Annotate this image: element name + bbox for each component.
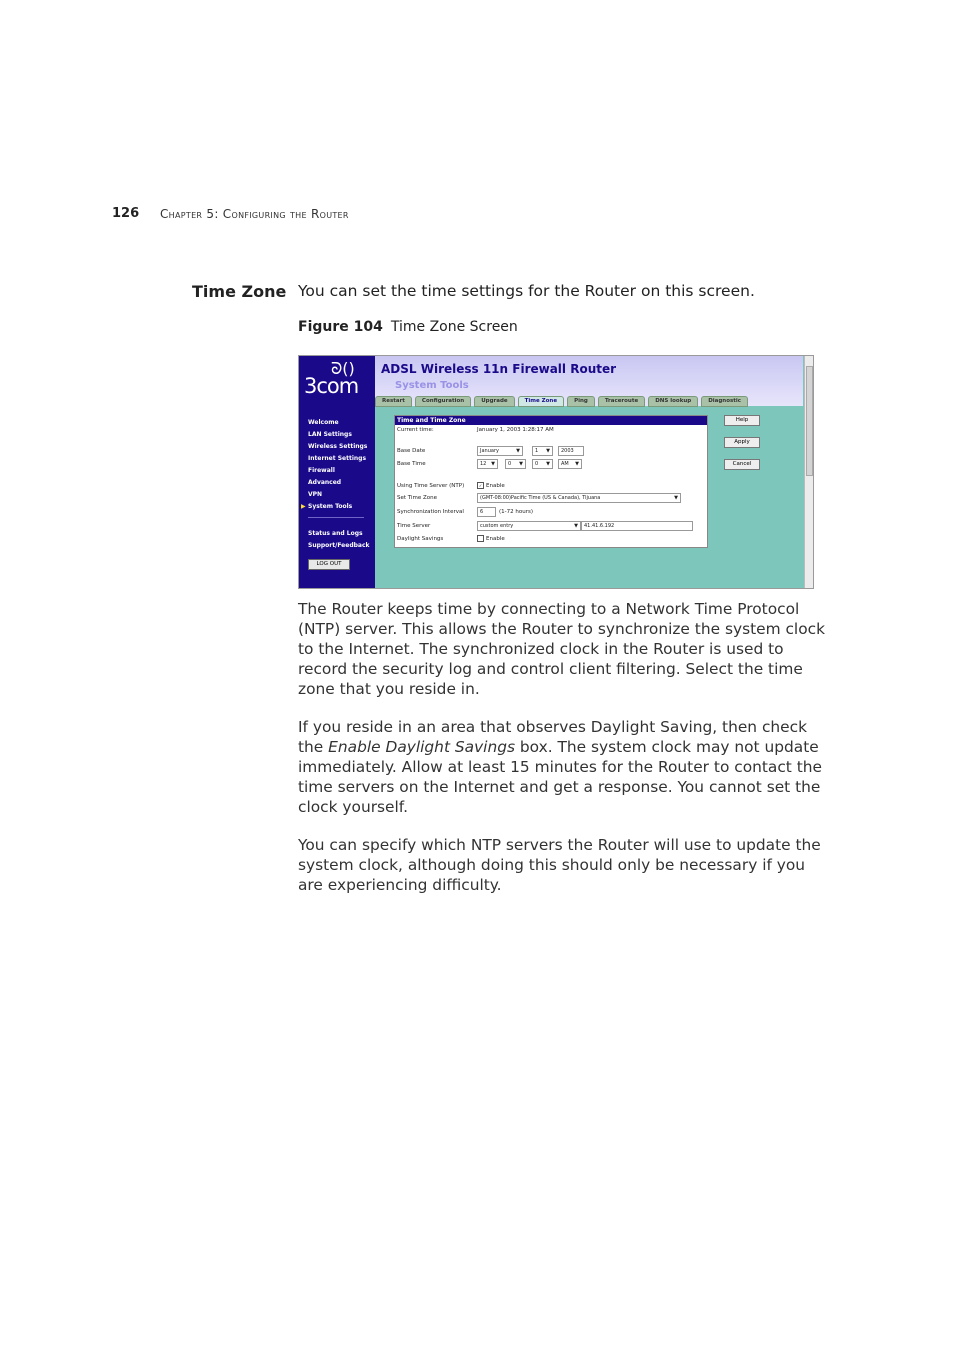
sidebar-item-vpn[interactable]: VPN [308, 491, 323, 498]
base-year-input[interactable]: 2003 [558, 446, 584, 456]
sidebar-item-system-tools[interactable] [301, 501, 370, 513]
apply-button[interactable]: Apply [724, 437, 760, 448]
time-server-ip-input[interactable]: 41.41.6.192 [581, 521, 693, 531]
daylight-savings-label: Daylight Savings [397, 536, 444, 542]
sidebar-item-status-logs[interactable]: Status and Logs [308, 530, 363, 537]
chevron-down-icon: ▼ [516, 448, 520, 454]
figure-title: Time Zone Screen [390, 319, 518, 335]
tab-diagnostic[interactable]: Diagnostic [701, 396, 748, 407]
tab-configuration[interactable]: Configuration [415, 396, 471, 407]
logout-button[interactable]: LOG OUT [308, 559, 350, 570]
sidebar-menu [301, 417, 370, 552]
sidebar-item-firewall[interactable]: Firewall [308, 467, 335, 474]
ntp-label: Using Time Server (NTP) [397, 483, 465, 489]
tab-traceroute[interactable]: Traceroute [598, 396, 645, 407]
chevron-down-icon: ▼ [674, 495, 678, 501]
sidebar-divider [308, 517, 364, 528]
sync-interval-label: Synchronization Interval [397, 509, 464, 515]
time-zone-panel [394, 415, 708, 548]
time-server-label: Time Server [397, 523, 431, 529]
page-number: 126 [112, 206, 140, 221]
chevron-down-icon: ▼ [519, 461, 523, 467]
section-heading: Time Zone [192, 282, 287, 301]
logo-mark-icon: ᘐ() [331, 359, 355, 378]
base-date-label: Base Date [397, 448, 426, 454]
time-zone-select[interactable]: (GMT-08:00)Pacific Time (US & Canada), Tijuana ▼ [477, 493, 681, 503]
sidebar [299, 356, 375, 588]
base-time-label: Base Time [397, 461, 426, 467]
current-time-label: Current time: [397, 427, 434, 433]
paragraph-ntp: The Router keeps time by connecting to a Network Time Protocol (NTP) server. This allows the Router to synchronize the system clock to the Internet. The synchronized clock in the Router is used to record the security log and control client filtering. Select the time zone that you reside in. [298, 600, 825, 698]
sidebar-item-advanced[interactable]: Advanced [308, 479, 342, 486]
paragraph-daylight-saving: If you reside in an area that observes Daylight Saving, then check the Enable Daylight Savings box. The system clock may not update immediately. Allow at least 15 minutes for the Router to contact the time servers on the Internet and get a response. You cannot set the clock yourself. [298, 718, 822, 816]
chevron-down-icon: ▼ [546, 461, 550, 467]
paragraph-ntp-servers: You can specify which NTP servers the Router will use to update the system clock, although doing this should only be necessary if you are experiencing difficulty. [298, 836, 821, 894]
scrollbar-thumb[interactable] [806, 366, 813, 476]
base-day-select[interactable]: 1 ▼ [532, 446, 553, 456]
sidebar-item-wireless-settings[interactable]: Wireless Settings [308, 443, 368, 450]
emphasis-enable-daylight-savings: Enable Daylight Savings [328, 738, 515, 756]
sidebar-item-welcome[interactable]: Welcome [308, 419, 339, 426]
sync-interval-input[interactable]: 6 [477, 507, 496, 517]
section-subtitle: System Tools [395, 380, 469, 391]
base-month-select[interactable]: January ▼ [477, 446, 523, 456]
cancel-button[interactable]: Cancel [724, 459, 760, 470]
tab-bar [375, 396, 748, 406]
time-zone-label: Set Time Zone [397, 495, 437, 501]
chevron-down-icon: ▼ [491, 461, 495, 467]
sidebar-item-label: System Tools [308, 503, 353, 510]
current-time-value: January 1, 2003 1:28:17 AM [477, 427, 554, 433]
chevron-down-icon: ▼ [575, 461, 579, 467]
tab-dns-lookup[interactable]: DNS lookup [648, 396, 698, 407]
sidebar-item-internet-settings[interactable]: Internet Settings [308, 455, 367, 462]
ntp-enable: ✓ Enable [478, 483, 505, 489]
sync-interval-hint: (1-72 hours) [499, 509, 533, 515]
daylight-savings-enable: Enable [477, 535, 505, 542]
figure-label: Figure 104 [298, 319, 383, 335]
tab-upgrade[interactable]: Upgrade [474, 396, 514, 407]
product-title: ADSL Wireless 11n Firewall Router [381, 362, 617, 376]
chapter-title: Chapter 5: Configuring the Router [160, 207, 349, 221]
help-button[interactable]: Help [724, 415, 760, 426]
tab-time-zone[interactable]: Time Zone [518, 396, 564, 407]
chevron-down-icon: ▼ [546, 448, 550, 454]
chevron-down-icon: ▼ [574, 523, 578, 529]
arrow-right-icon: ▶ [301, 503, 306, 510]
time-server-select[interactable]: custom entry ▼ [477, 521, 581, 531]
logo: 3com [304, 374, 359, 398]
second-select[interactable]: 0 ▼ [532, 459, 553, 469]
ampm-select[interactable]: AM ▼ [558, 459, 582, 469]
sidebar-item-support[interactable]: Support/Feedback [308, 542, 370, 549]
scrollbar[interactable] [804, 356, 813, 588]
tab-ping[interactable]: Ping [567, 396, 595, 407]
minute-select[interactable]: 0 ▼ [505, 459, 526, 469]
hour-select[interactable]: 12 ▼ [477, 459, 498, 469]
daylight-savings-checkbox[interactable] [477, 535, 484, 542]
ntp-checkbox[interactable]: ✓ [478, 483, 483, 488]
figure-caption [298, 319, 518, 335]
tab-restart[interactable]: Restart [375, 396, 412, 407]
panel-title: Time and Time Zone [395, 416, 707, 425]
sidebar-item-lan-settings[interactable]: LAN Settings [308, 431, 352, 438]
intro-text: You can set the time settings for the Router on this screen. [298, 282, 755, 300]
router-screenshot [298, 355, 814, 589]
